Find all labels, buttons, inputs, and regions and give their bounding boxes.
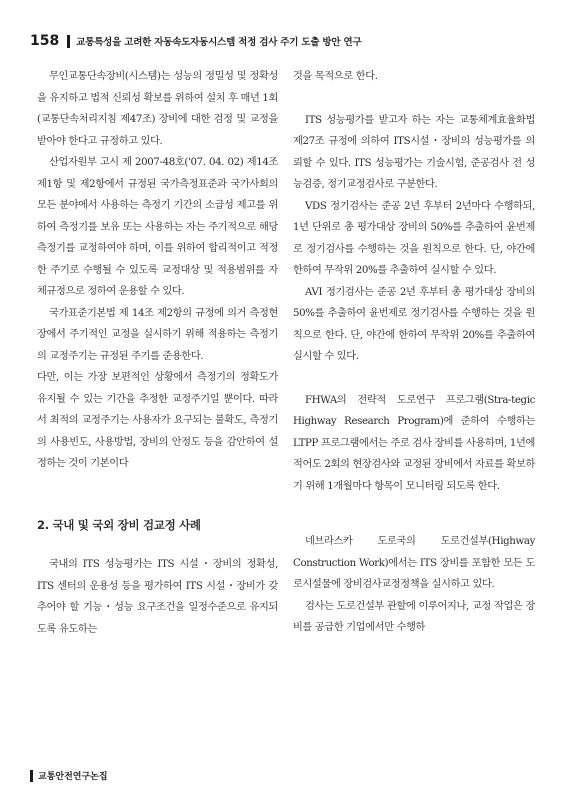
running-header — [30, 30, 540, 52]
spacer — [37, 475, 278, 515]
paragraph: ITS 성능평가를 받고자 하는 자는 교통체계효율화법 제27조 규정에 의하여 ITS시설・장비의 성능평가를 의뢰할 수 있다. ITS 성능평가는 기술시험, 준공검사 전 성능검증, 정기교정검사로 구분한다. — [293, 114, 535, 190]
paragraph: FHWA의 전략적 도로연구 프로그램(Stra-tegic Highway Research Program)에 준하여 수행하는 LTPP 프로그램에서는 주로 검사 장비를 사용하며, 1년에 적어도 2회의 현장검사와 교정된 장비에서 자료를 확보하기 위해 1개월마다 항목이 모니터링 되도록 한다. — [293, 394, 535, 492]
journal-name: 교통안전연구논집 — [38, 772, 108, 782]
spacer — [293, 368, 535, 390]
page-footer — [30, 769, 108, 782]
page-number: 158 — [30, 33, 60, 49]
running-title: 교통특성을 고려한 자동속도자동시스템 적정 검사 주기 도출 방안 연구 — [76, 37, 362, 48]
paragraph: 것을 목적으로 한다. — [293, 71, 378, 82]
paragraph: AVI 정기검사는 준공 2년 후부터 총 평가대상 장비의 50%를 추출하여 윤번제로 정기검사를 수행하는 것을 원칙으로 한다. 단, 야간에 한하여 무작위 20%를 추출하여 실시할 수 있다. — [293, 286, 535, 362]
paragraph: 국가표준기본법 제 14조 제2항의 규정에 의거 측정현장에서 주기적인 교정을 실시하기 위해 적용하는 측정기의 교정주기는 규정된 주기를 준용한다. — [37, 307, 278, 362]
left-column — [37, 66, 278, 640]
spacer — [293, 88, 535, 110]
paragraph: VDS 정기검사는 준공 2년 후부터 2년마다 수행하되, 1년 단위로 총 평가대상 장비의 50%를 추출하여 윤번제로 정기검사를 수행하는 것을 원칙으로 한다. 단, 야간에 한하여 무작위 20%를 추출하여 실시할 수 있다. — [293, 200, 535, 276]
paragraph: 네브라스카 도로국의 도로건설부(Highway Construction Work)에서는 ITS 장비를 포함한 모든 도로시설물에 장비검사교정정책을 실시하고 있다. — [293, 536, 535, 590]
paragraph: 검사는 도로건설부 관할에 이루어지나, 교정 작업은 장비를 공급한 기업에서만 수행하 — [293, 600, 535, 633]
paragraph: 다만, 이는 가장 보편적인 상황에서 측정기의 정확도가 유지될 수 있는 기간을 추정한 교정주기일 뿐이다. 따라서 최적의 교정주기는 사용자가 요구되는 불확도, 측정기의 사용빈도, 사용방법, 장비의 안정도 등을 감안하여 설정하는 것이 기본이다 — [37, 372, 278, 469]
header-divider-bar — [67, 35, 70, 48]
spacer — [293, 497, 535, 531]
paragraph: 국내의 ITS 성능평가는 ITS 시설・장비의 정확성, ITS 센터의 운용성 등을 평가하여 ITS 시설・장비가 갖추어야 할 기능・성능 요구조건을 일정수준으로 유지되도록 유도하는 — [37, 559, 278, 635]
footer-divider-bar — [30, 770, 33, 782]
paragraph: 산업자원부 고시 제 2007-48호('07. 04. 02) 제14조 제1항 및 제2항에서 규정된 국가측정표준과 국가사회의 모든 분야에서 사용하는 측정기 기간의 소급성 제고를 위하여 측정기를 보유 또는 사용하는 자는 주기적으로 해당 측정기를 교정하여야 하며, 이를 위하여 합리적이고 적정한 주기로 수행될 수 있도록 교정대상 및 적용범위를 자체규정으로 정하여 운용할 수 있다. — [37, 157, 278, 297]
section-heading: 2. 국내 및 국외 장비 검교정 사례 — [37, 517, 201, 532]
right-column — [293, 66, 535, 639]
paragraph: 무인교통단속장비(시스템)는 성능의 정밀성 및 정확성을 유지하고 법적 신뢰성 확보를 위하여 설치 후 매년 1회(교통단속처리지침 제47조) 장비에 대한 검정 및 교정을 받아야 한다고 규정하고 있다. — [37, 71, 278, 147]
